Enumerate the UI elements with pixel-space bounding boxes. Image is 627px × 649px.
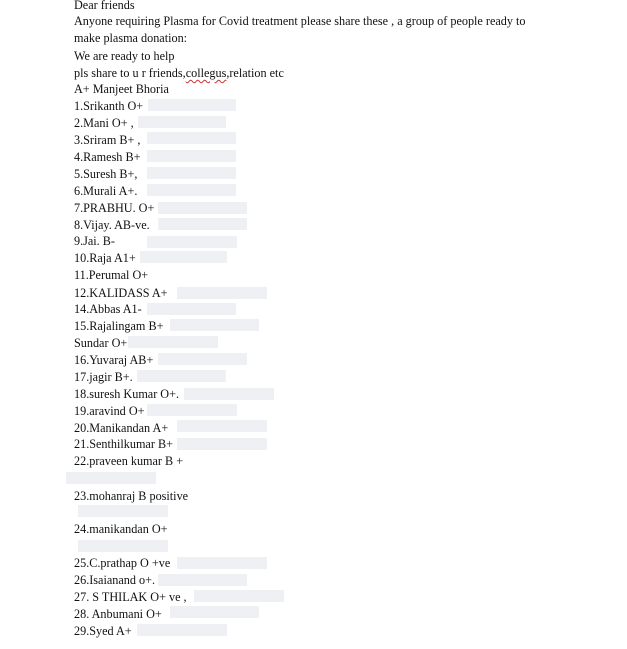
redacted-number bbox=[147, 404, 237, 416]
redacted-number bbox=[78, 540, 168, 552]
redacted-number bbox=[177, 287, 267, 299]
share-prefix: pls share to u r friends, bbox=[74, 66, 186, 80]
redacted-number bbox=[177, 438, 267, 450]
donor-line: 28. Anbumani O+ bbox=[74, 607, 162, 621]
donor-line: 3.Sriram B+ , bbox=[74, 133, 141, 147]
donor-line: 14.Abbas A1- bbox=[74, 302, 142, 316]
redacted-number bbox=[147, 167, 236, 179]
donor-line: 21.Senthilkumar B+ bbox=[74, 437, 173, 451]
donor-line: 2.Mani O+ , bbox=[74, 116, 134, 130]
redacted-number bbox=[147, 150, 236, 162]
donor-line: 10.Raja A1+ bbox=[74, 251, 136, 265]
intro-line-1: Anyone requiring Plasma for Covid treatment please share these , a group of people ready to bbox=[74, 14, 526, 28]
donor-line: 29.Syed A+ bbox=[74, 624, 132, 638]
donor-line: 8.Vijay. AB-ve. bbox=[74, 218, 150, 232]
redacted-number bbox=[138, 116, 226, 128]
donor-line: 20.Manikandan A+ bbox=[74, 421, 169, 435]
donor-line: 11.Perumal O+ bbox=[74, 268, 149, 282]
redacted-number bbox=[170, 319, 259, 331]
redacted-number bbox=[78, 505, 168, 517]
donor-line: 12.KALIDASS A+ bbox=[74, 286, 168, 300]
redacted-number bbox=[147, 236, 237, 248]
donor-line: Sundar O+ bbox=[74, 336, 128, 350]
redacted-number bbox=[147, 132, 236, 144]
donor-line: 7.PRABHU. O+ bbox=[74, 201, 155, 215]
donor-line: 15.Rajalingam B+ bbox=[74, 319, 164, 333]
redacted-number bbox=[148, 99, 236, 111]
redacted-number bbox=[147, 184, 236, 196]
donor-line: 18.suresh Kumar O+. bbox=[74, 387, 180, 401]
redacted-number bbox=[140, 251, 227, 263]
donor-line: 24.manikandan O+ bbox=[74, 522, 168, 536]
redacted-number bbox=[158, 202, 247, 214]
share-suffix: ,relation etc bbox=[226, 66, 284, 80]
redacted-number bbox=[158, 218, 247, 230]
redacted-number bbox=[147, 303, 236, 315]
donor-line: 6.Murali A+. bbox=[74, 184, 138, 198]
redacted-number bbox=[184, 388, 274, 400]
redacted-number bbox=[177, 557, 267, 569]
redacted-number bbox=[66, 472, 156, 484]
donor-line: 25.C.prathap O +ve bbox=[74, 556, 171, 570]
donor-line: 5.Suresh B+, bbox=[74, 167, 138, 181]
redacted-number bbox=[194, 590, 284, 602]
donor-line: 23.mohanraj B positive bbox=[74, 489, 189, 503]
share-line bbox=[74, 66, 284, 80]
redacted-number bbox=[137, 624, 227, 636]
greeting-line: Dear friends bbox=[74, 0, 135, 12]
donor-line: 16.Yuvaraj AB+ bbox=[74, 353, 154, 367]
donor-line: 17.jagir B+. bbox=[74, 370, 133, 384]
redacted-number bbox=[158, 574, 247, 586]
intro-line-2: make plasma donation: bbox=[74, 31, 188, 45]
redacted-number bbox=[137, 370, 226, 382]
first-donor-line: A+ Manjeet Bhoria bbox=[74, 82, 169, 96]
donor-line: 4.Ramesh B+ bbox=[74, 150, 141, 164]
donor-line: 9.Jai. B- bbox=[74, 234, 115, 248]
misspelled-word: collegus bbox=[185, 66, 227, 80]
redacted-number bbox=[158, 353, 247, 365]
donor-line: 26.Isaianand o+. bbox=[74, 573, 155, 587]
redacted-number bbox=[170, 606, 259, 618]
ready-line: We are ready to help bbox=[74, 49, 175, 63]
redacted-number bbox=[177, 420, 267, 432]
redacted-number bbox=[128, 336, 218, 348]
donor-line: 19.aravind O+ bbox=[74, 404, 145, 418]
donor-line: 22.praveen kumar B + bbox=[74, 454, 184, 468]
donor-line: 1.Srikanth O+ bbox=[74, 99, 144, 113]
donor-line: 27. S THILAK O+ ve , bbox=[74, 590, 187, 604]
